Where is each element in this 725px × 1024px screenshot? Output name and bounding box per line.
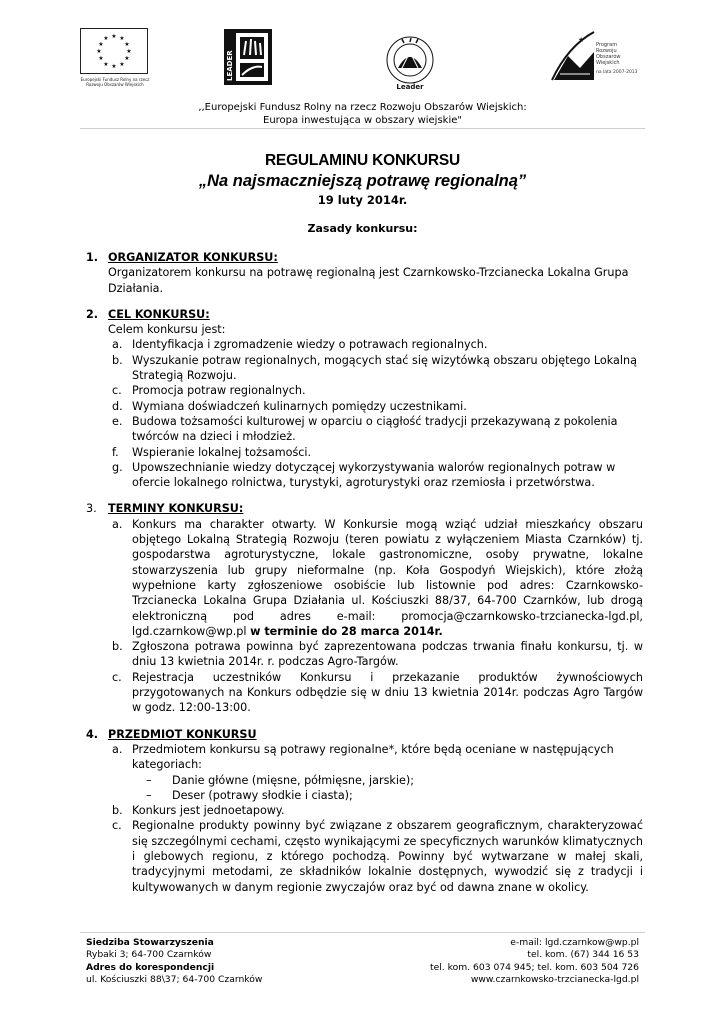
section-organizer [86, 250, 643, 296]
section-heading [86, 250, 643, 265]
footer-website[interactable]: www.czarnkowsko-trzcianecka-lgd.pl [470, 973, 639, 985]
svg-text:★: ★ [103, 61, 109, 68]
document-date: 19 luty 2014r. [317, 193, 408, 207]
header-logos [0, 28, 725, 110]
correspondence-address: ul. Kościuszki 88\37; 64-700 Czarnków [86, 973, 263, 985]
section-subject [86, 727, 643, 895]
svg-text:★: ★ [124, 55, 130, 62]
footer-contacts [430, 937, 639, 986]
deadlines-list [86, 517, 643, 716]
eu-stars-icon [96, 33, 131, 70]
section-goals [86, 307, 643, 491]
footer-phone: tel. kom. (67) 344 16 53 [527, 949, 639, 961]
header-divider [80, 128, 645, 129]
prow-years: na lata 2007-2013 [596, 70, 638, 75]
footer-mobiles: tel. kom. 603 074 945; tel. kom. 603 504 726 [429, 961, 639, 973]
seat-address: Rybaki 3; 64-700 Czarnków [86, 949, 212, 961]
svg-text:★: ★ [126, 48, 132, 55]
eu-caption: Europejski Fundusz Rolny na rzecz Rozwoju Obszarów Wiejskich [80, 77, 150, 87]
goals-list [86, 337, 643, 490]
list-item: c. Rejestracja uczestników Konkursu i przekazanie produktów żywnościowych przygotowanych na Konkurs odbędzie się w dniu 13 kwietnia 2014r. podczas Agro Targów w godz. 12:00-13:00. [112, 670, 643, 715]
document-title: REGULAMINU KONKURSU [264, 152, 461, 169]
svg-text:Leader: Leader [396, 83, 424, 91]
section-title: TERMINY KONKURSU [108, 502, 239, 516]
section-heading [86, 727, 643, 742]
list-item: b. Wyszukanie potraw regionalnych, mogących stać się wizytówką obszaru objętego Lokalną Strategią Rozwoju. [112, 353, 637, 383]
svg-text:★: ★ [96, 48, 102, 55]
correspondence-label: Adres do korespondencji [86, 961, 215, 973]
svg-text:★: ★ [98, 55, 104, 62]
section-heading [86, 307, 643, 322]
rules-heading: Zasady konkursu: [307, 222, 418, 235]
motto-line-1: ,,Europejski Fundusz Rolny na rzecz Rozwoju Obszarów Wiejskich: [198, 102, 527, 113]
svg-text:★: ★ [103, 35, 109, 42]
svg-text:★: ★ [119, 61, 125, 68]
list-item: b. Zgłoszona potrawa powinna być zaprezentowana podczas trwania finału konkursu, tj. w dniu 13 kwietnia 2014r. r. podczas Agro-Targów. [112, 640, 643, 669]
seat-label: Siedziba Stowarzyszenia [86, 937, 214, 948]
prow-logo [550, 28, 670, 88]
section-heading: 3. TERMINY KONKURSU: [86, 502, 244, 516]
category-item: – Danie główne (mięsne, półmięsne, jarskie); [146, 773, 415, 787]
list-item: c. Promocja potraw regionalnych. [112, 384, 306, 398]
list-item: g. Upowszechnianie wiedzy dotyczącej wykorzystywania walorów regionalnych potraw w ofercie lokalnego rolnictwa, turystyki, agroturystyki oraz rzemiosła i przetwórstwa. [112, 460, 616, 490]
list-item: d. Wymiana doświadczeń kulinarnych pomiędzy uczestnikami. [112, 399, 467, 413]
svg-text:★: ★ [124, 41, 130, 48]
section-number: 2. [86, 307, 99, 321]
eu-flag [80, 28, 148, 74]
svg-text:★: ★ [111, 33, 117, 40]
section-number: 1. [86, 251, 99, 264]
lgd-leader-logo [380, 34, 440, 92]
document-title-block [0, 151, 725, 208]
leader-logo [224, 29, 272, 85]
section-title: PRZEDMIOT KONKURSU [108, 727, 257, 741]
contest-name: „Na najsmaczniejszą potrawę regionalną” [198, 172, 527, 190]
footer-addresses [86, 937, 262, 986]
list-item: a. Przedmiotem konkursu są potrawy regionalne*, które będą oceniane w następujących kategoriach: [112, 742, 614, 772]
svg-text:★: ★ [98, 41, 104, 48]
svg-text:★: ★ [578, 36, 585, 44]
section-number: 4. [86, 727, 99, 741]
list-item: a. Konkurs ma charakter otwarty. W Konkursie mogą wziąć udział mieszkańcy obszaru objętego Lokalną Strategią Rozwoju (teren powiatu z wyłączeniem Miasta Czarnków) tj. gospodarstwa agroturystyczne, lokale gastronomiczne, osoby prywatne, lokalne stowarzyszenia lub grupy nieformalne (np. Koła Gospodyń Wiejskich), które złożą wypełnione karty zgłoszeniowe osobiście lub listownie pod adres: Czarnkowsko-Trzcianecka Lokalna Grupa Działania ul. Kościuszki 88/37, 64-700 Czarnków, lub drogą elektroniczną pod adres e-mail: promocja@czarnkowsko-trzcianecka-lgd.pl, lgd.czarnkow@wp.pl w terminie do 28 marca 2014r. [112, 517, 643, 638]
svg-text:★: ★ [119, 35, 125, 42]
svg-text:★: ★ [111, 63, 117, 70]
section-title: CEL KONKURSU: [108, 307, 210, 321]
section-number: 3. [86, 502, 97, 516]
footer-divider [80, 932, 645, 933]
section-paragraph: Organizatorem konkursu na potrawę regionalną jest Czarnkowsko-Trzcianecka Lokalna Grupa Działania. [108, 266, 629, 295]
category-item: – Deser (potrawy słodkie i ciasta); [146, 788, 353, 802]
svg-text:LEADER: LEADER [226, 50, 234, 81]
document-body [86, 250, 643, 906]
list-item: b. Konkurs jest jednoetapowy. [112, 804, 285, 818]
eu-motto [0, 101, 725, 127]
list-item: c. Regionalne produkty powinny być związane z obszarem geograficznym, charakteryzować się szczególnymi cechami, często wynikającymi ze specyficznych warunków klimatycznych i glebowych regionu, z którego pochodzą. Powinny być wytwarzane w małej skali, tradycyjnymi metodami, ze składników lokalnie dostępnych, wywodzić się z tradycji i kultywowanych w danym regionie zwyczajów oraz być od dawna znane w okolicy. [112, 819, 643, 894]
subject-list [86, 742, 643, 895]
list-item: a. Identyfikacja i zgromadzenie wiedzy o potrawach regionalnych. [112, 338, 488, 352]
section-intro: Celem konkursu jest: [108, 323, 226, 337]
eu-flag-logo [80, 28, 148, 94]
list-item: e. Budowa tożsamości kulturowej w oparciu o ciągłość tradycji przekazywaną z pokolenia twórców na dzieci i młodzież. [112, 414, 618, 444]
motto-line-2: Europa inwestująca w obszary wiejskie" [263, 115, 462, 126]
section-deadlines [86, 501, 643, 715]
prow-text: Program Rozwoju Obszarów Wiejskich [596, 42, 621, 66]
footer-email[interactable]: e-mail: lgd.czarnkow@wp.pl [510, 937, 639, 948]
deadline-highlight: w terminie do 28 marca 2014r. [250, 624, 443, 638]
list-item: f. Wspieranie lokalnej tożsamości. [112, 445, 312, 459]
section-title: ORGANIZATOR KONKURSU: [108, 251, 278, 264]
